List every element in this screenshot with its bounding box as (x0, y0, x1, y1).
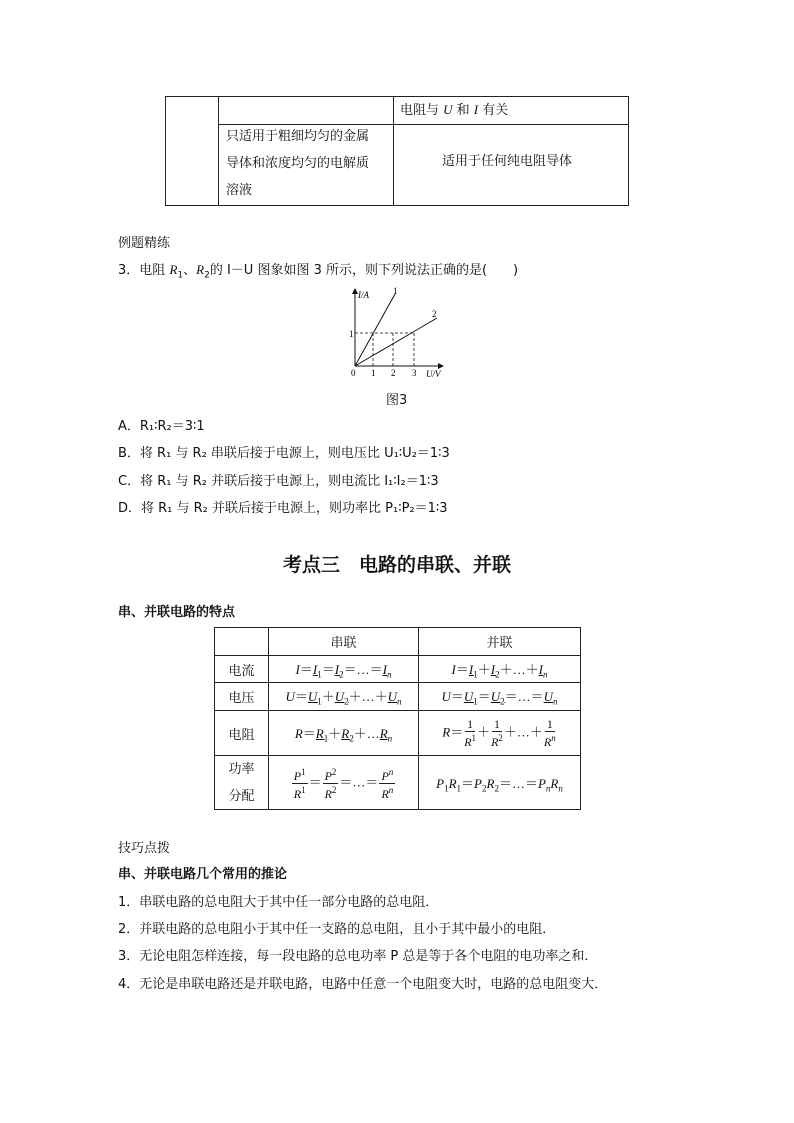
top-table-row2-right: 适用于任何纯电阻导体 (442, 154, 573, 169)
line-r2 (355, 318, 437, 366)
sp-row-label: 电压 (228, 691, 255, 706)
sp-power-parallel: $P_1R_1=P_2R_2=\dots=P_nR_n$ (436, 775, 563, 794)
option-c: C．将 R₁ 与 R₂ 并联后接于电源上，则电流比 I₁∶I₂＝1∶3 (118, 474, 439, 489)
sp-current-parallel: $I=I_1+I_2+\dots+I_n$ (451, 661, 548, 680)
tip-item: 3．无论电阻怎样连接，每一段电路的总电功率 P 总是等于各个电阻的电功率之和． (118, 949, 598, 964)
sp-heading: 串、并联电路的特点 (118, 605, 236, 620)
sp-voltage-series: $U=U_1+U_2+\dots+U_n$ (285, 689, 402, 707)
top-table-row2-mid: 只适用于粗细均匀的金属 导体和浓度均匀的电解质 溶液 (226, 129, 370, 198)
x-tick-label: 3 (412, 368, 417, 378)
origin-label: 0 (351, 368, 356, 378)
top-table (165, 96, 629, 206)
question-text: 3．电阻 $R_1$、$R_2$的 I－U 图象如图 3 所示，则下列说法正确的是( ) (118, 262, 519, 281)
line-r1 (355, 294, 395, 366)
sp-row-label: 电阻 (228, 727, 255, 743)
y-tick-label: 1 (349, 329, 354, 339)
section-title: 考点三 电路的串联、并联 (282, 554, 511, 576)
sp-row-label: 功率 分配 (228, 762, 255, 804)
x-axis-label: U/V (426, 369, 441, 379)
tips-heading: 技巧点拨 (118, 841, 171, 856)
x-tick-label: 2 (391, 368, 396, 378)
tips-subheading: 串、并联电路几个常用的推论 (118, 867, 288, 882)
top-table-row1-right: 电阻与 U 和 I 有关 (400, 102, 509, 118)
sp-header-parallel: 并联 (486, 636, 513, 651)
sp-resistance-parallel: R＝ $\frac{1}{R^1}$ ＋ $\frac{1}{R^2}$ ＋…＋ $\frac{1}{R^n}$ (442, 716, 556, 749)
sp-header-series: 串联 (330, 636, 357, 651)
x-tick-label: 1 (371, 368, 376, 378)
tip-item: 2．并联电路的总电阻小于其中任一支路的总电阻，且小于其中最小的电阻． (118, 922, 556, 937)
tip-item: 4．无论是串联电路还是并联电路，电路中任意一个电阻变大时，电路的总电阻变大． (118, 977, 608, 992)
sp-table (214, 627, 581, 810)
tip-item: 1．串联电路的总电阻大于其中任一部分电路的总电阻． (118, 895, 439, 910)
option-b: B．将 R₁ 与 R₂ 串联后接于电源上，则电压比 U₁∶U₂＝1∶3 (118, 446, 450, 461)
sp-voltage-parallel: $U=U_1=U_2=\dots=U_n$ (441, 689, 558, 707)
iu-graph (340, 284, 450, 380)
line-label-2: 2 (432, 309, 437, 319)
sp-row-label: 电流 (228, 663, 255, 679)
y-axis-label: I/A (358, 290, 369, 300)
sp-current-series: $I=I_1=I_2=\dots=I_n$ (295, 661, 392, 680)
figure-caption: 图3 (386, 393, 408, 408)
option-a: A．R₁∶R₂＝3∶1 (118, 419, 205, 434)
sp-resistance-series: $R=R_1+R_2+\dots R_n$ (294, 725, 393, 744)
example-heading: 例题精练 (118, 236, 171, 251)
line-label-1: 1 (393, 286, 398, 296)
option-d: D．将 R₁ 与 R₂ 并联后接于电源上，则功率比 P₁∶P₂＝1∶3 (118, 501, 448, 516)
sp-power-series: $\frac{P^1}{R^1}$ ＝ $\frac{P^2}{R^2}$ ＝…＝ $\frac{P^n}{R^n}$ (293, 766, 394, 801)
